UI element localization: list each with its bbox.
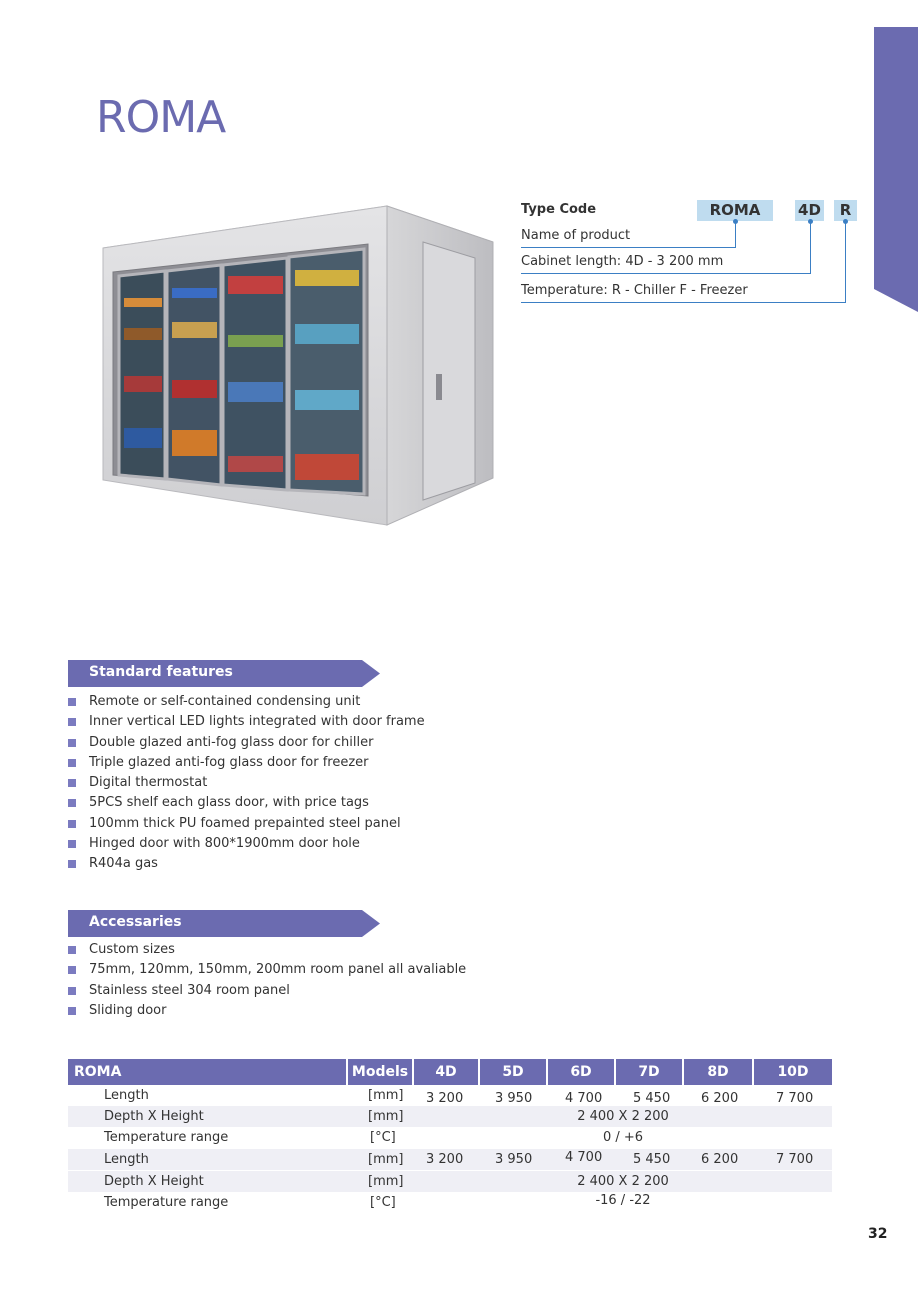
type-code-line-length: Cabinet length: 4D - 3 200 mm [521,254,724,269]
bullet-icon [68,739,76,747]
spec-param: Temperature range [104,1130,229,1145]
list-item [68,733,425,753]
bullet-icon [68,698,76,706]
list-item [68,834,425,854]
bullet-icon [68,718,76,726]
spec-unit: [°C] [370,1195,396,1210]
spec-models-label: Models [348,1059,412,1085]
spec-value: 6 200 [701,1091,739,1106]
list-item-text: Digital thermostat [89,775,208,791]
spec-param: Temperature range [104,1195,229,1210]
bullet-icon [68,759,76,767]
list-item-text: Inner vertical LED lights integrated with door frame [89,714,425,730]
spec-param: Depth X Height [104,1109,204,1124]
spec-value-merged: -16 / -22 [595,1193,651,1208]
spec-value: 4 700 [565,1150,603,1165]
spec-value-merged: 0 / +6 [602,1130,644,1145]
list-item-text: R404a gas [89,856,158,872]
spec-table-name: ROMA [68,1059,346,1085]
spec-param: Depth X Height [104,1174,204,1189]
standard-features-title: Standard features [89,664,233,680]
spec-row [68,1106,832,1127]
connector-line [735,221,736,248]
spec-row [68,1085,832,1106]
page-title: ROMA [96,92,226,143]
spec-model-header: 8D [684,1059,752,1085]
spec-model-header: 7D [616,1059,682,1085]
spec-unit: [mm] [368,1109,404,1124]
spec-value-merged: 2 400 X 2 200 [577,1109,669,1124]
spec-model-header: 5D [480,1059,546,1085]
type-code-temp-box: R [834,200,857,221]
spec-row [68,1192,832,1213]
spec-param: Length [104,1152,149,1167]
type-code-label: Type Code [521,202,597,217]
spec-value: 3 200 [426,1152,464,1167]
connector-line [521,247,736,248]
spec-value: 5 450 [633,1152,671,1167]
accessaries-heading [68,910,380,937]
connector-line [810,221,811,274]
bullet-icon [68,779,76,787]
spec-row [68,1127,832,1148]
connector-line [521,302,846,303]
list-item-text: Custom sizes [89,942,175,957]
list-item [68,854,425,874]
spec-value: 7 700 [776,1152,814,1167]
bullet-icon [68,860,76,868]
accessaries-list [68,940,466,1021]
bullet-icon [68,1007,76,1015]
list-item-text: Stainless steel 304 room panel [89,982,290,998]
spec-row [68,1149,832,1170]
bullet-icon [68,820,76,828]
connector-dot [733,219,738,224]
connector-dot [843,219,848,224]
spec-param: Length [104,1088,149,1103]
spec-model-header: 4D [414,1059,478,1085]
spec-model-header: 10D [754,1059,832,1085]
list-item [68,753,425,773]
spec-value-merged: 2 400 X 2 200 [577,1174,669,1189]
bullet-icon [68,987,76,995]
list-item-text: Hinged door with 800*1900mm door hole [89,836,360,852]
type-code-length-box: 4D [795,200,824,221]
spec-model-header: 6D [548,1059,614,1085]
list-item-text: Sliding door [89,1002,167,1018]
spec-value: 6 200 [701,1152,739,1167]
list-item-text: 5PCS shelf each glass door, with price tags [89,795,369,811]
bullet-icon [68,946,76,954]
list-item [68,814,425,834]
list-item [68,940,466,960]
type-code-line-temp: Temperature: R - Chiller F - Freezer [521,283,748,298]
spec-value: 7 700 [776,1091,814,1106]
list-item [68,1001,466,1021]
spec-value: 3 200 [426,1091,464,1106]
spec-unit: [mm] [368,1152,404,1167]
list-item [68,793,425,813]
bullet-icon [68,799,76,807]
connector-dot [808,219,813,224]
list-item [68,773,425,793]
list-item-text: 75mm, 120mm, 150mm, 200mm room panel all avaliable [89,962,467,978]
side-tab-marker [874,27,918,312]
standard-features-heading [68,660,380,687]
spec-value: 3 950 [495,1091,533,1106]
connector-line [845,221,846,303]
spec-row [68,1171,832,1192]
list-item [68,960,466,980]
type-code-product-box: ROMA [697,200,773,221]
spec-value: 3 950 [495,1152,533,1167]
cold-room-product-image [100,200,500,530]
list-item-text: Remote or self-contained condensing unit [89,694,361,709]
spec-value: 5 450 [633,1091,671,1106]
list-item [68,981,466,1001]
spec-unit: [mm] [368,1174,404,1189]
spec-value: 4 700 [565,1091,603,1106]
standard-features-list [68,692,425,875]
list-item [68,712,425,732]
bullet-icon [68,966,76,974]
bullet-icon [68,840,76,848]
connector-line [521,273,811,274]
accessaries-title: Accessaries [89,914,182,930]
page-number: 32 [868,1226,888,1242]
list-item-text: 100mm thick PU foamed prepainted steel panel [89,815,401,831]
list-item [68,692,425,712]
list-item-text: Double glazed anti-fog glass door for chiller [89,734,374,750]
spec-unit: [mm] [368,1088,404,1103]
list-item-text: Triple glazed anti-fog glass door for freezer [89,754,369,770]
type-code-line-product: Name of product [521,228,631,243]
spec-unit: [°C] [370,1130,396,1145]
